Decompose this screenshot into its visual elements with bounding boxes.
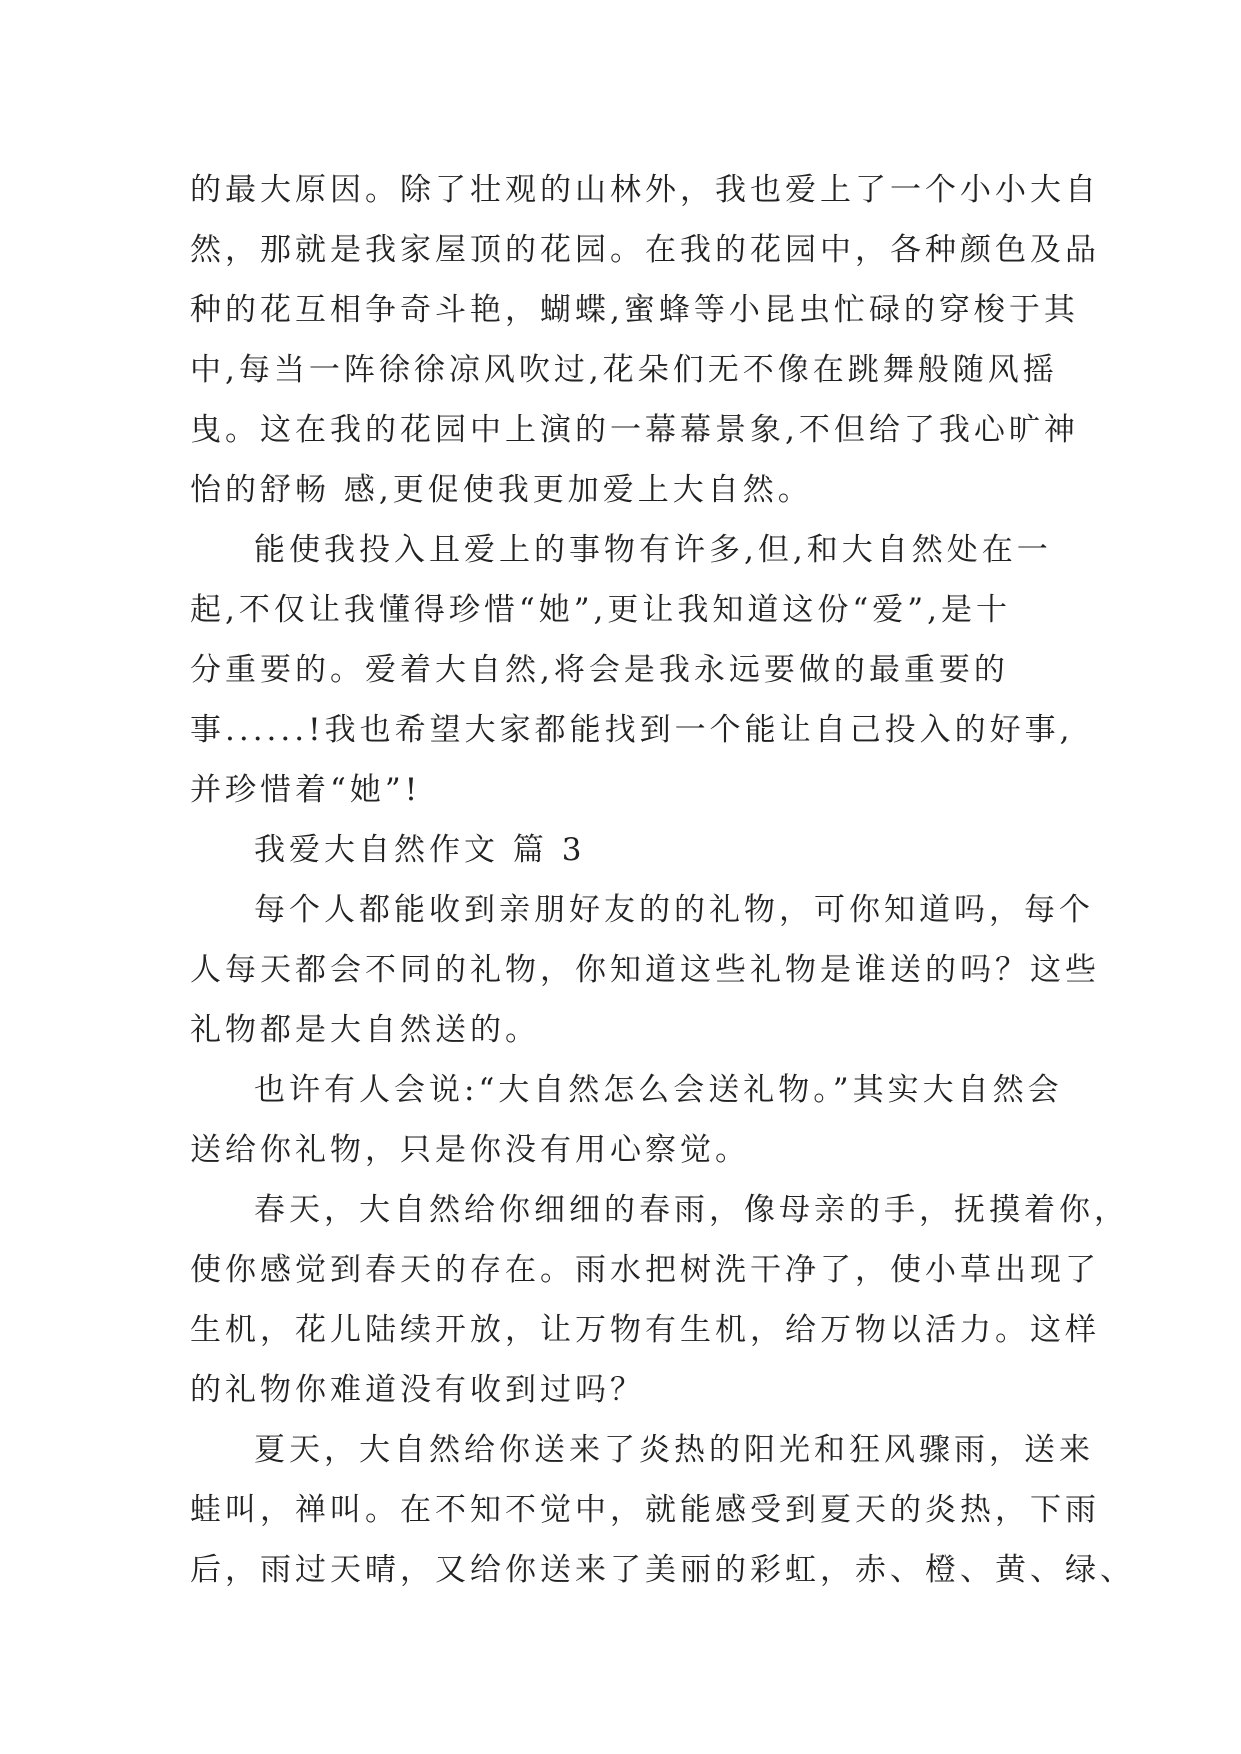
text-line: 分重要的。爱着大自然,将会是我永远要做的最重要的 (190, 652, 1009, 688)
text-line: 夏天，大自然给你送来了炎热的阳光和狂风骤雨，送来 (254, 1432, 1094, 1468)
text-line: 起,不仅让我懂得珍惜“她”,更让我知道这份“爱”,是十 (190, 592, 1011, 628)
document-body (190, 160, 1135, 1600)
text-line: 也许有人会说:“大自然怎么会送礼物。”其实大自然会 (254, 1072, 1063, 1108)
text-line: 曳。这在我的花园中上演的一幕幕景象,不但给了我心旷神 (190, 412, 1079, 448)
text-line: 人每天都会不同的礼物，你知道这些礼物是谁送的吗？这些 (190, 952, 1100, 988)
text-line: 蛙叫，禅叫。在不知不觉中，就能感受到夏天的炎热，下雨 (190, 1492, 1100, 1528)
text-line: 使你感觉到春天的存在。雨水把树洗干净了，使小草出现了 (190, 1252, 1100, 1288)
text-line: 送给你礼物，只是你没有用心察觉。 (190, 1132, 750, 1168)
text-line: 我爱大自然作文 篇 3 (254, 832, 586, 868)
text-line: 并珍惜着“她”! (190, 772, 422, 808)
text-line: 后，雨过天晴，又给你送来了美丽的彩虹，赤、橙、黄、绿、 (190, 1552, 1135, 1588)
text-line: 怡的舒畅 感,更促使我更加爱上大自然。 (190, 472, 813, 508)
text-line: 的礼物你难道没有收到过吗？ (190, 1372, 645, 1408)
text-line: 每个人都能收到亲朋好友的的礼物，可你知道吗，每个 (254, 892, 1094, 928)
text-line: 春天，大自然给你细细的春雨，像母亲的手，抚摸着你， (254, 1192, 1129, 1228)
text-line: 礼物都是大自然送的。 (190, 1012, 540, 1048)
text-line: 的最大原因。除了壮观的山林外，我也爱上了一个小小大自 (190, 172, 1100, 208)
text-line: 能使我投入且爱上的事物有许多,但,和大自然处在一 (254, 532, 1052, 568)
text-line: 中,每当一阵徐徐凉风吹过,花朵们无不像在跳舞般随风摇 (190, 352, 1058, 388)
text-line: 生机，花儿陆续开放，让万物有生机，给万物以活力。这样 (190, 1312, 1100, 1348)
text-line: 然，那就是我家屋顶的花园。在我的花园中，各种颜色及品 (190, 232, 1100, 268)
text-line: 事......!我也希望大家都能找到一个能让自己投入的好事, (190, 712, 1074, 748)
text-line: 种的花互相争奇斗艳，蝴蝶,蜜蜂等小昆虫忙碌的穿梭于其 (190, 292, 1079, 328)
